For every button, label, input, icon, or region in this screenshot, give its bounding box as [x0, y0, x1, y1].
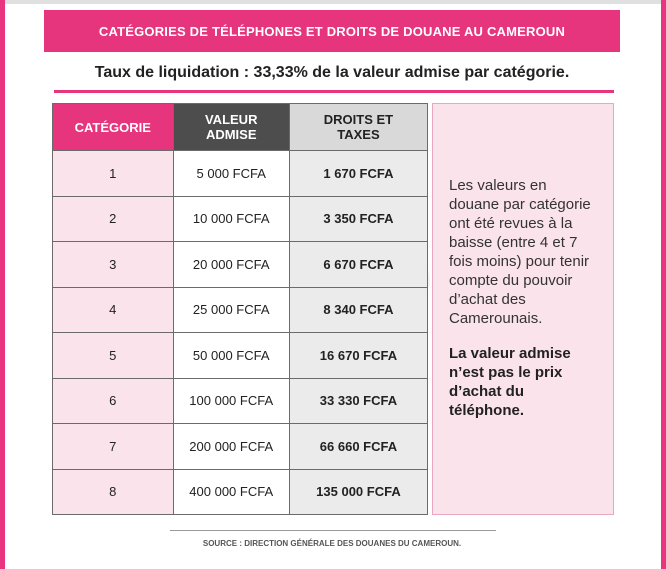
cell-categorie: 8: [53, 469, 174, 515]
header-droits-taxes: [289, 104, 427, 151]
source-divider: [170, 530, 496, 531]
table-row: [53, 333, 428, 379]
header-droits-line1: DROITS ET: [323, 112, 394, 127]
cell-categorie: 7: [53, 424, 174, 470]
cell-droits: 33 330 FCFA: [289, 378, 427, 424]
cell-categorie: 2: [53, 196, 174, 242]
table-row: [53, 287, 428, 333]
cell-valeur: 50 000 FCFA: [173, 333, 289, 379]
cell-categorie: 6: [53, 378, 174, 424]
table-row: [53, 196, 428, 242]
subtitle: Taux de liquidation : 33,33% de la valeur admise par catégorie.: [94, 64, 570, 81]
table-row: [53, 378, 428, 424]
left-border: [0, 0, 5, 569]
right-border: [661, 0, 666, 569]
table-row: [53, 424, 428, 470]
cell-droits: 135 000 FCFA: [289, 469, 427, 515]
table-row: [53, 242, 428, 288]
note-text: Les valeurs en douane par catégorie ont été revues à la baisse (entre 4 et 7 fois moins) pour tenir compte du pouvoir d’achat des Camerounais.: [449, 177, 591, 327]
cell-valeur: 5 000 FCFA: [173, 151, 289, 197]
cell-valeur: 25 000 FCFA: [173, 287, 289, 333]
header-droits-line2: TAXES: [337, 127, 380, 142]
categories-table: [52, 103, 428, 515]
cell-categorie: 5: [53, 333, 174, 379]
title-banner: [44, 10, 620, 52]
cell-categorie: 4: [53, 287, 174, 333]
table-row: [53, 469, 428, 515]
cell-droits: 16 670 FCFA: [289, 333, 427, 379]
cell-valeur: 10 000 FCFA: [173, 196, 289, 242]
cell-categorie: 1: [53, 151, 174, 197]
subtitle-underline: [54, 90, 614, 93]
cell-categorie: 3: [53, 242, 174, 288]
cell-valeur: 20 000 FCFA: [173, 242, 289, 288]
header-valeur-line1: VALEUR: [204, 112, 258, 127]
cell-droits: 1 670 FCFA: [289, 151, 427, 197]
cell-droits: 66 660 FCFA: [289, 424, 427, 470]
top-border: [0, 0, 666, 4]
note-panel: [432, 103, 614, 515]
cell-valeur: 400 000 FCFA: [173, 469, 289, 515]
header-valeur-line2: ADMISE: [205, 127, 257, 142]
cell-valeur: 100 000 FCFA: [173, 378, 289, 424]
cell-droits: 6 670 FCFA: [289, 242, 427, 288]
table-row: [53, 151, 428, 197]
header-valeur-admise: [173, 104, 289, 151]
source-credit: SOURCE : DIRECTION GÉNÉRALE DES DOUANES DU CAMEROUN.: [202, 539, 462, 548]
note-bold-text: La valeur admise n’est pas le prix d’achat du téléphone.: [449, 345, 571, 419]
cell-droits: 3 350 FCFA: [289, 196, 427, 242]
header-categorie: [53, 104, 174, 151]
banner-title: CATÉGORIES DE TÉLÉPHONES ET DROITS DE DOUANE AU CAMEROUN: [98, 23, 566, 39]
table-header-row: [53, 104, 428, 151]
cell-valeur: 200 000 FCFA: [173, 424, 289, 470]
header-categorie-label: CATÉGORIE: [74, 119, 151, 135]
cell-droits: 8 340 FCFA: [289, 287, 427, 333]
